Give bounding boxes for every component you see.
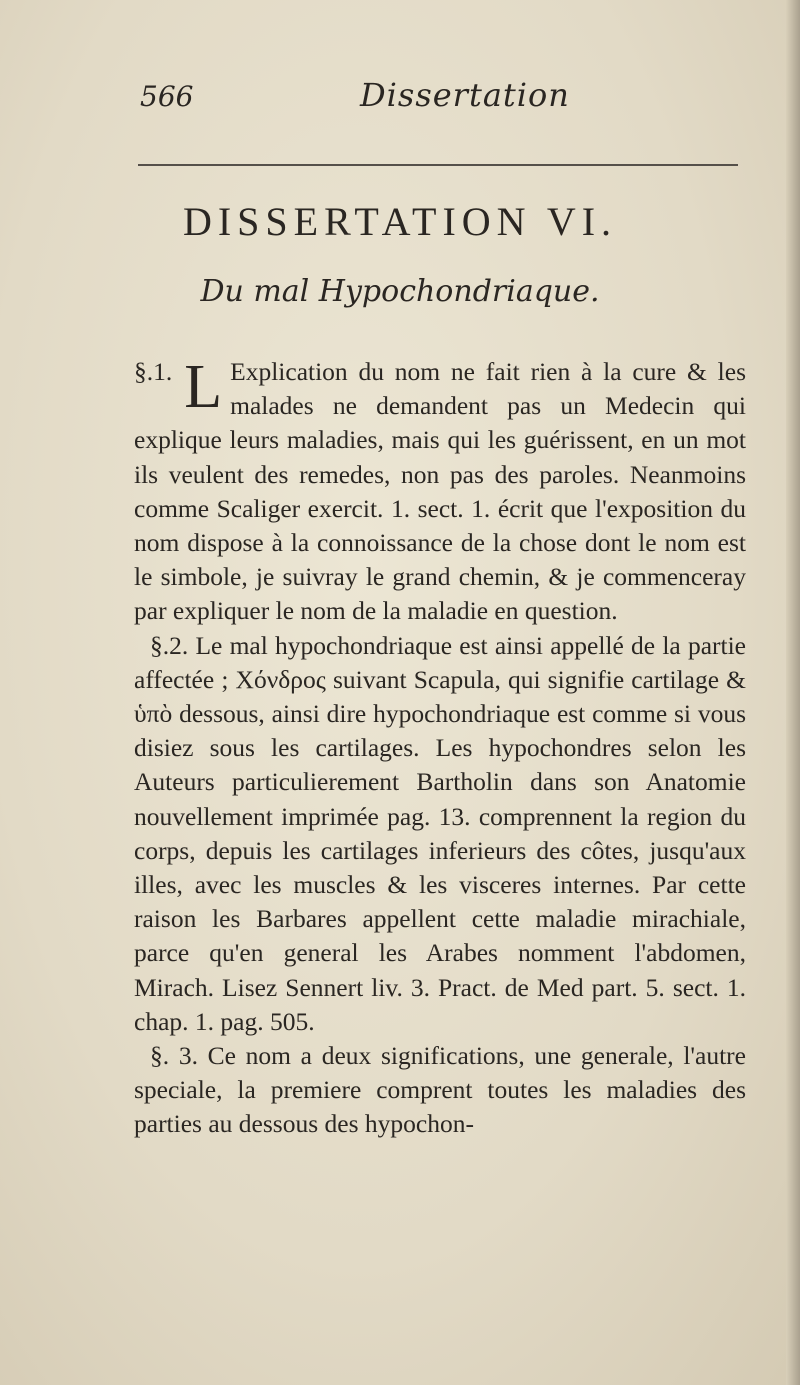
chapter-title: DISSERTATION VI. (182, 199, 618, 244)
paragraph-2: §.2. Le mal hypochondriaque est ainsi appellé de la partie affectée ; Χόνδρος suivant Scapula, qui signifie cartilage & ὑπὸ dessous, ainsi dire hypochondriaque est comme si vous disiez sous les cartilages. Les hypochondres selon les Auteurs particulierement Bartholin dans son Anatomie nouvellement imprimée pag. 13. comprennent la region du corps, depuis les cartilages inferieurs des côtes, jusqu'aux illes, avec les muscles & les visceres internes. Par cette raison les Barbares appellent cette maladie mirachiale, parce qu'en general les Arabes nomment l'abdomen, Mirach. Lisez Sennert liv. 3. Pract. de Med part. 5. sect. 1. chap. 1. pag. 505. (134, 630, 746, 1036)
paragraph-1-text: Explication du nom ne fait rien à la cure & les malades ne demandent pas un Medecin qui explique leurs maladies, mais qui les guérissent, en un mot ils veulent des remedes, non pas des paroles. Neanmoins comme Scaliger exercit. 1. sect. 1. écrit que l'exposition du nom dispose à la connoissance de la chose dont le nom est le simbole, je suivray le grand chemin, & je commenceray par expliquer le nom de la maladie en question. (134, 357, 746, 626)
page-number: 566 (140, 80, 194, 113)
chapter-subtitle: Du mal Hypochondriaque. (200, 274, 600, 309)
paragraph-1 (134, 355, 746, 629)
header-rule (138, 164, 738, 166)
drop-cap: L (184, 353, 223, 421)
body-text (134, 355, 746, 1142)
running-head: Dissertation (360, 76, 570, 114)
section-number: §.1. (134, 357, 173, 386)
paragraph-3: §. 3. Ce nom a deux significations, une generale, l'autre speciale, la premiere comprent toutes les maladies des parties au dessous des hypochon- (134, 1041, 746, 1139)
